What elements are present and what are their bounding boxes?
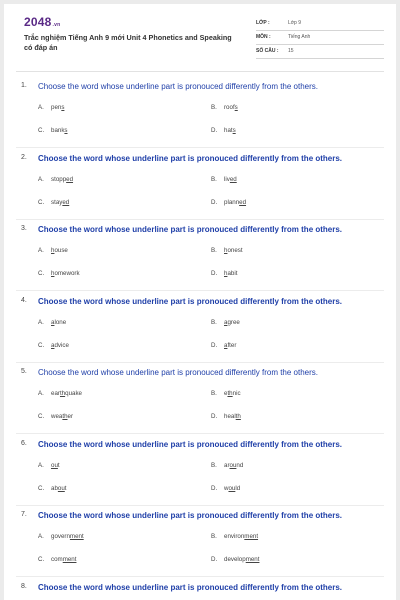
- option-underlined-part: a: [224, 318, 228, 326]
- option-underlined-part: ou: [57, 484, 65, 492]
- option-letter: D.: [211, 556, 218, 563]
- question-separator: [16, 290, 384, 291]
- option-underlined-part: a: [51, 318, 55, 326]
- meta-class-row: [256, 17, 384, 31]
- meta-count-row: [256, 45, 384, 59]
- option-letter: A.: [38, 247, 44, 254]
- option-underlined-part: th: [227, 390, 233, 397]
- option-word-prefix: plann: [224, 198, 240, 206]
- option-word-prefix: ar: [224, 461, 230, 469]
- question-number: 1.: [21, 82, 27, 89]
- question-text: Choose the word whose underline part is pronouced differently from the others.: [38, 511, 343, 520]
- answer-option[interactable]: [38, 413, 73, 420]
- answer-option[interactable]: [38, 390, 82, 397]
- option-underlined-part: ment: [245, 556, 260, 563]
- option-letter: A.: [38, 461, 44, 469]
- document-title: Trắc nghiệm Tiếng Anh 9 mới Unit 4 Phonetics and Speaking có đáp án: [24, 33, 232, 52]
- meta-count-value: 15: [288, 48, 294, 54]
- option-word-prefix: e: [224, 390, 228, 397]
- option-letter: B.: [211, 175, 217, 183]
- answer-option[interactable]: [211, 485, 240, 492]
- question-separator: [16, 219, 384, 220]
- option-underlined-part: ou: [229, 461, 237, 469]
- option-word-prefix: environ: [224, 533, 245, 540]
- option-underlined-part: th: [235, 413, 241, 420]
- option-word-suffix: nd: [236, 461, 244, 469]
- option-word-prefix: ab: [51, 484, 58, 492]
- answer-option[interactable]: [211, 413, 241, 420]
- option-letter: D.: [211, 270, 218, 277]
- question-text: Choose the word whose underline part is pronouced differently from the others.: [38, 153, 343, 163]
- option-word-suffix: quake: [65, 390, 82, 397]
- option-underlined-part: th: [62, 413, 68, 420]
- option-letter: B.: [211, 318, 217, 326]
- question-number: 5.: [21, 368, 27, 375]
- option-word-prefix: com: [51, 556, 63, 563]
- option-word-suffix: lone: [54, 318, 67, 326]
- answer-option[interactable]: [211, 104, 238, 111]
- option-word-suffix: ld: [235, 484, 241, 492]
- meta-count-label: SỐ CÂU :: [256, 48, 279, 54]
- answer-option[interactable]: [211, 199, 246, 206]
- meta-subject-row: [256, 31, 384, 45]
- option-letter: B.: [211, 533, 217, 540]
- answer-option[interactable]: [38, 342, 69, 349]
- option-underlined-part: ed: [239, 198, 247, 206]
- option-word-prefix: w: [224, 484, 229, 492]
- question-number: 6.: [21, 439, 27, 447]
- option-letter: B.: [211, 104, 217, 111]
- option-letter: C.: [38, 341, 45, 349]
- answer-option[interactable]: [38, 104, 64, 111]
- option-letter: D.: [211, 341, 218, 349]
- option-underlined-part: ed: [229, 175, 237, 183]
- option-letter: A.: [38, 104, 44, 111]
- option-underlined-part: ou: [228, 484, 236, 492]
- option-word-suffix: t: [64, 484, 67, 492]
- option-word-suffix: er: [67, 413, 74, 420]
- document-header: [4, 4, 396, 68]
- option-word-prefix: stopp: [51, 175, 67, 183]
- meta-class-label: LỚP :: [256, 20, 270, 26]
- option-underlined-part: h: [224, 247, 228, 254]
- option-underlined-part: th: [59, 390, 66, 397]
- question-text: Choose the word whose underline part is pronouced differently from the others.: [38, 225, 343, 234]
- answer-option[interactable]: [38, 127, 68, 134]
- option-word-prefix: develop: [224, 556, 246, 563]
- meta-subject-label: MÔN :: [256, 34, 271, 40]
- option-word-prefix: ear: [51, 390, 60, 397]
- option-word-prefix: hat: [224, 127, 233, 134]
- option-underlined-part: s: [232, 127, 236, 134]
- question-separator: [16, 147, 384, 148]
- option-word-prefix: pen: [51, 104, 62, 111]
- answer-option[interactable]: [38, 485, 67, 492]
- question-text: Choose the word whose underline part is pronouced differently from the others.: [38, 82, 319, 91]
- answer-option[interactable]: [211, 390, 241, 397]
- question-number: 8.: [21, 582, 27, 590]
- option-letter: B.: [211, 390, 217, 397]
- option-word-suffix: fter: [227, 341, 237, 349]
- option-word-suffix: dvice: [54, 341, 69, 349]
- option-letter: C.: [38, 198, 45, 206]
- answer-option[interactable]: [211, 462, 243, 469]
- answer-option[interactable]: [211, 270, 237, 277]
- option-letter: C.: [38, 270, 45, 277]
- option-underlined-part: h: [51, 247, 55, 254]
- option-letter: A.: [38, 175, 44, 183]
- option-letter: A.: [38, 318, 44, 326]
- option-underlined-part: s: [61, 104, 65, 111]
- option-word-prefix: stay: [51, 198, 63, 206]
- meta-class-value: Lớp 9: [288, 20, 302, 26]
- option-word-prefix: bank: [51, 127, 65, 134]
- answer-option[interactable]: [38, 533, 84, 540]
- option-letter: C.: [38, 413, 45, 420]
- answer-option[interactable]: [38, 199, 69, 206]
- answer-option[interactable]: [38, 462, 60, 469]
- option-underlined-part: ment: [69, 533, 84, 540]
- question-number: 2.: [21, 153, 27, 161]
- answer-option[interactable]: [211, 556, 259, 563]
- option-letter: C.: [38, 484, 45, 492]
- option-letter: D.: [211, 198, 218, 206]
- option-letter: C.: [38, 127, 45, 134]
- question-separator: [16, 433, 384, 434]
- question-separator: [16, 505, 384, 506]
- option-word-prefix: roof: [224, 104, 235, 111]
- option-underlined-part: s: [64, 127, 68, 134]
- question-text: Choose the word whose underline part is pronouced differently from the others.: [38, 296, 343, 306]
- question-text: Choose the word whose underline part is pronouced differently from the others.: [38, 439, 343, 449]
- option-underlined-part: s: [234, 104, 238, 111]
- option-letter: A.: [38, 533, 44, 540]
- question-number: 3.: [21, 225, 27, 232]
- question-number: 7.: [21, 511, 27, 518]
- option-underlined-part: ment: [244, 533, 259, 540]
- option-underlined-part: ou: [51, 461, 58, 469]
- option-word-suffix: t: [57, 461, 60, 469]
- option-word-suffix: onest: [227, 247, 243, 254]
- logo-sub: .vn: [52, 22, 61, 28]
- answer-option[interactable]: [211, 533, 258, 540]
- question-text: Choose the word whose underline part is pronouced differently from the others.: [38, 368, 319, 377]
- answer-option[interactable]: [211, 342, 236, 349]
- answer-option[interactable]: [38, 247, 68, 254]
- answer-option[interactable]: [211, 247, 243, 254]
- option-underlined-part: h: [51, 270, 55, 277]
- question-separator: [16, 362, 384, 363]
- question-separator: [16, 576, 384, 577]
- option-word-suffix: nic: [232, 390, 241, 397]
- option-word-prefix: liv: [224, 175, 230, 183]
- header-divider: [16, 71, 384, 72]
- option-word-prefix: govern: [51, 533, 70, 540]
- option-word-prefix: heal: [224, 413, 236, 420]
- site-logo[interactable]: [24, 15, 60, 29]
- question-number: 4.: [21, 296, 27, 304]
- option-word-suffix: abit: [227, 270, 238, 277]
- option-underlined-part: a: [51, 341, 55, 349]
- option-underlined-part: ment: [62, 556, 77, 563]
- answer-option[interactable]: [211, 176, 237, 183]
- option-letter: A.: [38, 390, 44, 397]
- option-word-suffix: ouse: [54, 247, 68, 254]
- meta-subject-value: Tiếng Anh: [288, 34, 311, 40]
- option-underlined-part: ed: [66, 175, 74, 183]
- option-word-suffix: omework: [54, 270, 80, 277]
- answer-option[interactable]: [38, 556, 76, 563]
- logo-main: 2048: [24, 15, 52, 29]
- answer-option[interactable]: [211, 127, 236, 134]
- answer-option[interactable]: [38, 176, 73, 183]
- answer-option[interactable]: [38, 319, 66, 326]
- option-letter: D.: [211, 127, 218, 134]
- option-letter: D.: [211, 484, 218, 492]
- option-letter: B.: [211, 461, 217, 469]
- option-word-suffix: gree: [227, 318, 240, 326]
- option-word-prefix: wea: [51, 413, 63, 420]
- document-page: [4, 4, 396, 600]
- option-underlined-part: ed: [62, 198, 70, 206]
- answer-option[interactable]: [211, 319, 240, 326]
- answer-option[interactable]: [38, 270, 80, 277]
- option-underlined-part: h: [224, 270, 228, 277]
- option-underlined-part: a: [224, 341, 228, 349]
- option-letter: D.: [211, 413, 218, 420]
- question-text: Choose the word whose underline part is pronouced differently from the others.: [38, 582, 343, 592]
- option-letter: B.: [211, 247, 217, 254]
- option-letter: C.: [38, 556, 45, 563]
